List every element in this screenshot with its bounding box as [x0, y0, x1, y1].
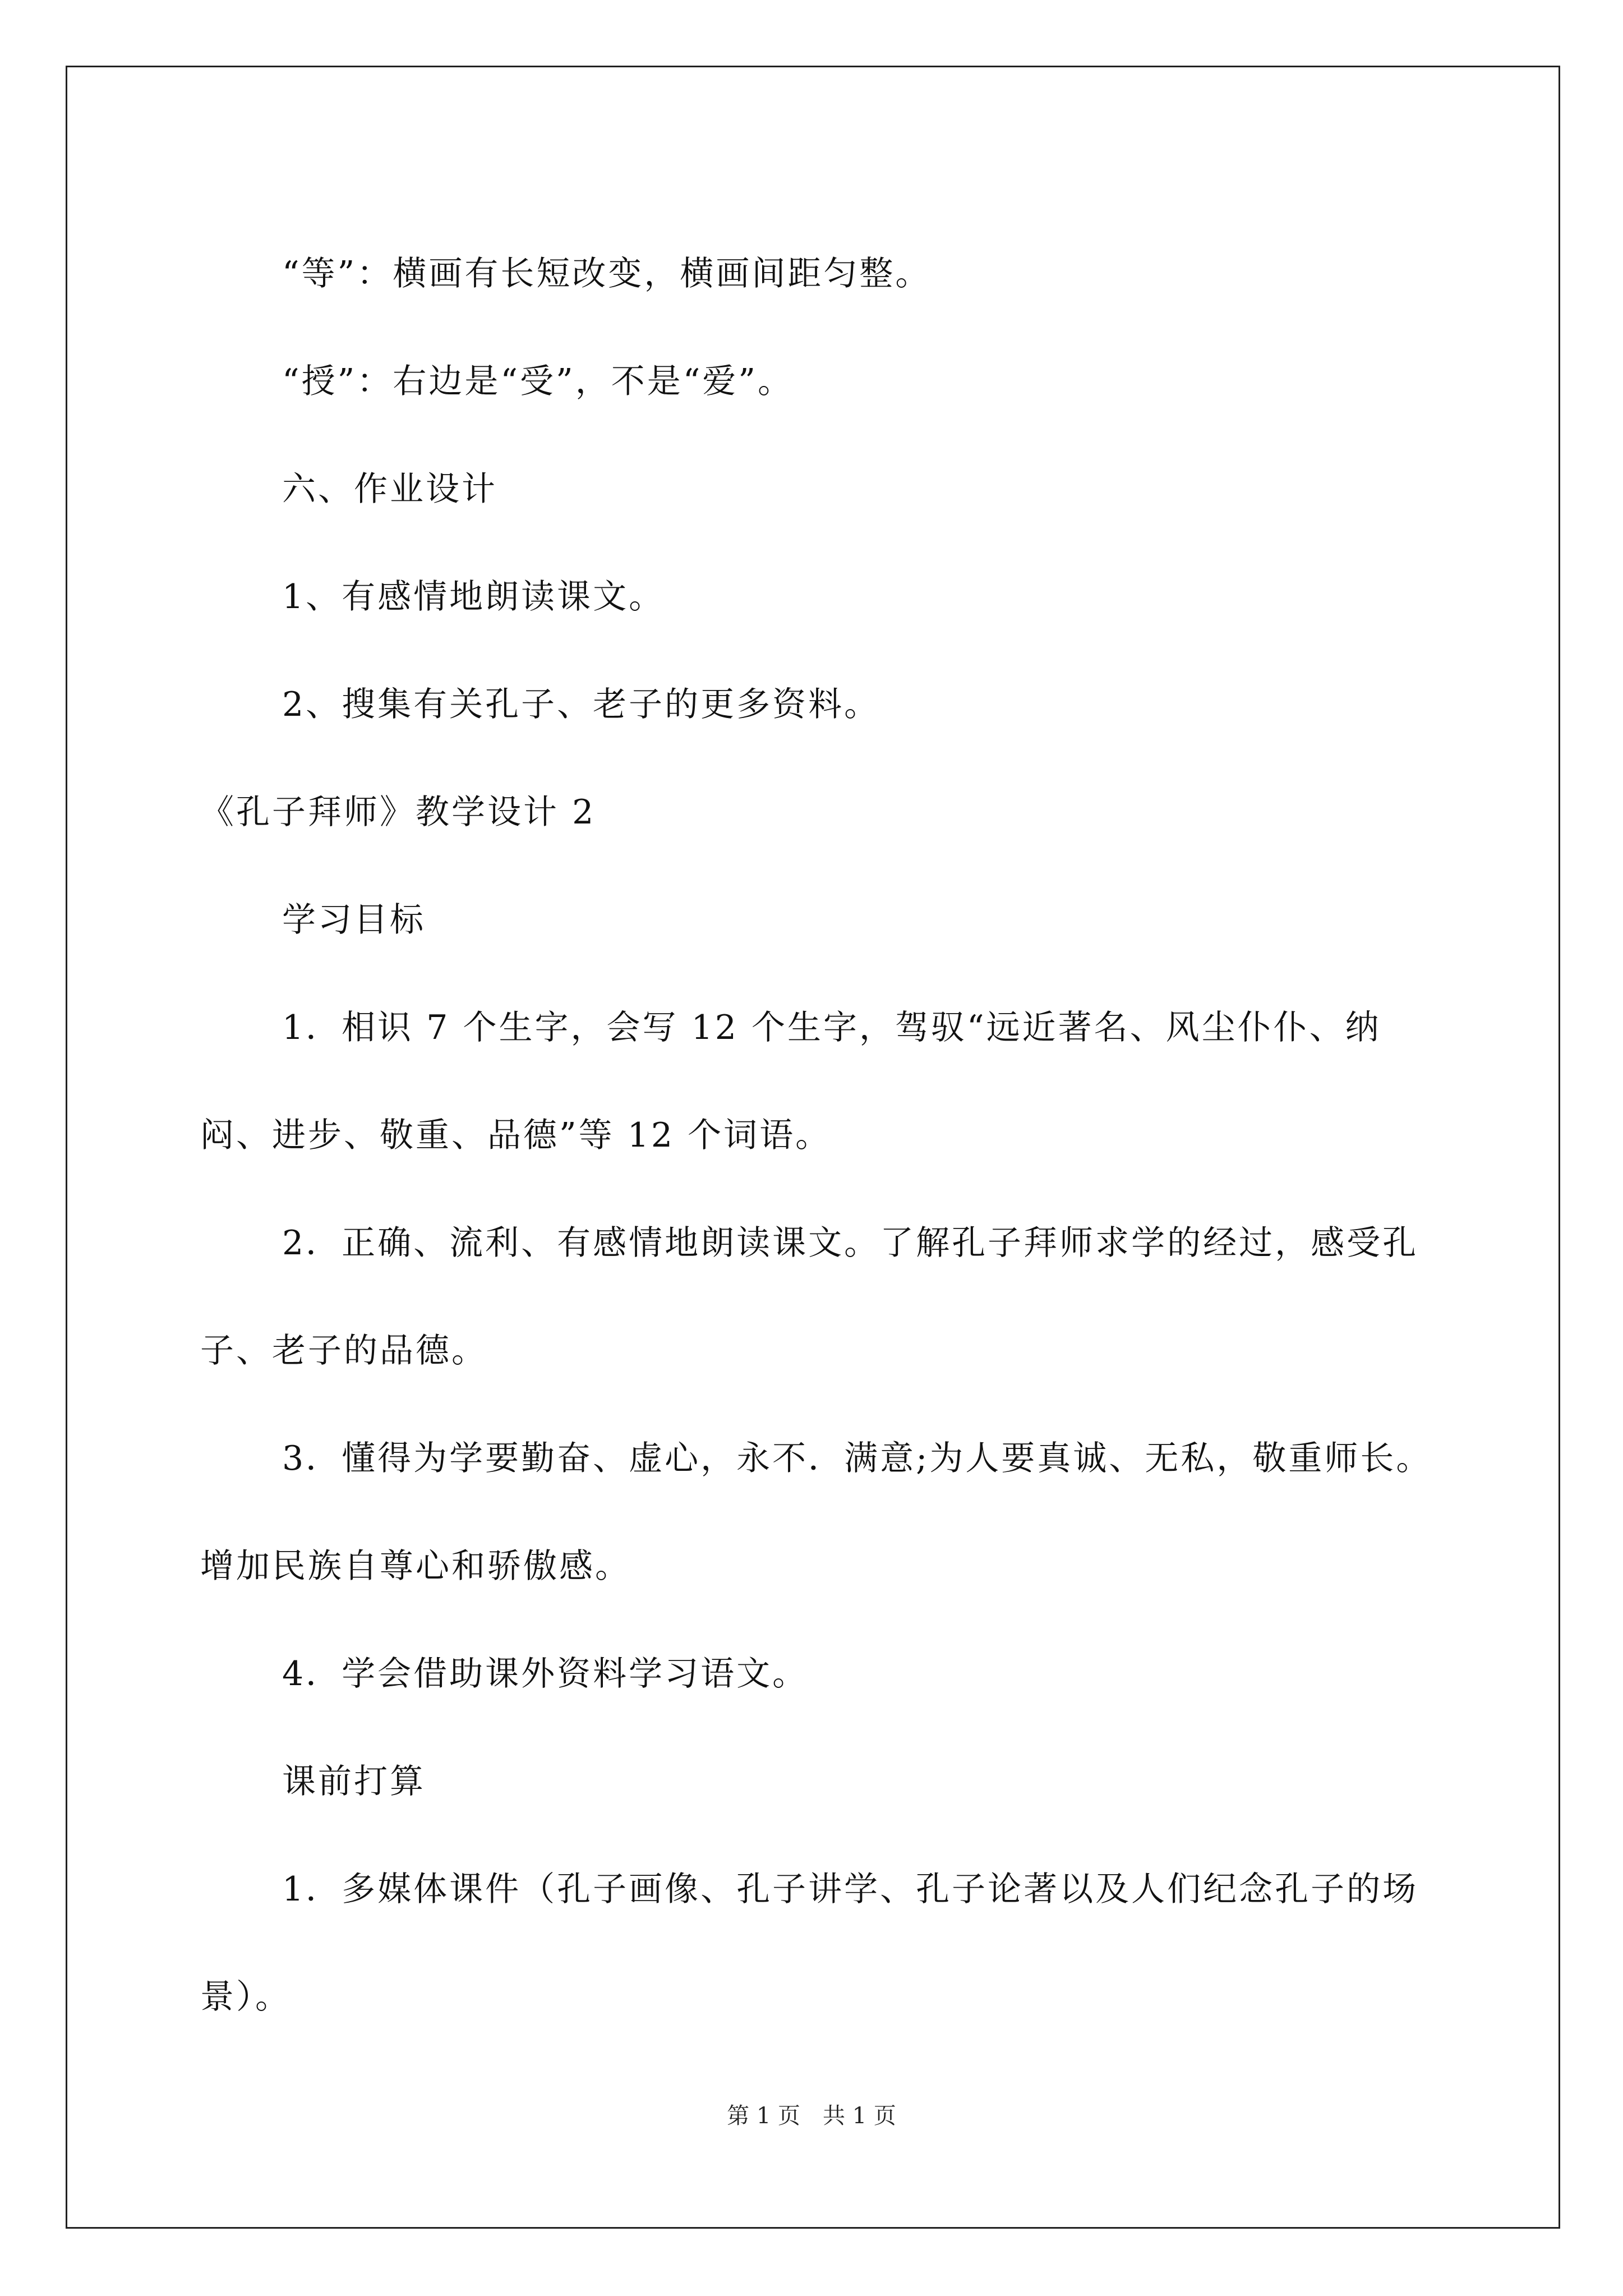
goal-item-1: 1．相识 7 个生字，会写 12 个生字，驾驭“远近著名、风尘仆仆、纳闷、进步、敬重、品德”等 12 个词语。 [200, 1008, 1381, 1155]
goal-item-3: 3．懂得为学要勤奋、虚心，永不．满意;为人要真诚、无私，敬重师长。增加民族自尊心和骄傲感。 [200, 1439, 1432, 1586]
paragraph-shou-note: “授”：右边是“受”，不是“爱”。 [282, 362, 794, 401]
paragraph-deng-note: “等”：横画有长短改变，横画间距匀整。 [282, 254, 932, 293]
preparation-item-1: 1．多媒体课件（孔子画像、孔子讲学、孔子论著以及人们纪念孔子的场景）。 [200, 1870, 1419, 2017]
document-title: 《孔子拜师》教学设计 2 [200, 793, 596, 832]
section-heading-homework: 六、作业设计 [282, 470, 497, 509]
goal-item-2: 2．正确、流利、有感情地朗读课文。了解孔子拜师求学的经过，感受孔子、老子的品德。 [200, 1223, 1419, 1370]
document-body [200, 220, 1442, 2051]
page-number-footer: 第 1 页 共 1 页 [727, 2103, 896, 2129]
section-heading-preparation: 课前打算 [282, 1762, 426, 1801]
homework-item-1: 1、有感情地朗读课文。 [282, 577, 665, 616]
homework-item-2: 2、搜集有关孔子、老子的更多资料。 [282, 685, 880, 724]
goal-item-4: 4．学会借助课外资料学习语文。 [282, 1654, 809, 1694]
section-heading-goals: 学习目标 [282, 900, 426, 940]
